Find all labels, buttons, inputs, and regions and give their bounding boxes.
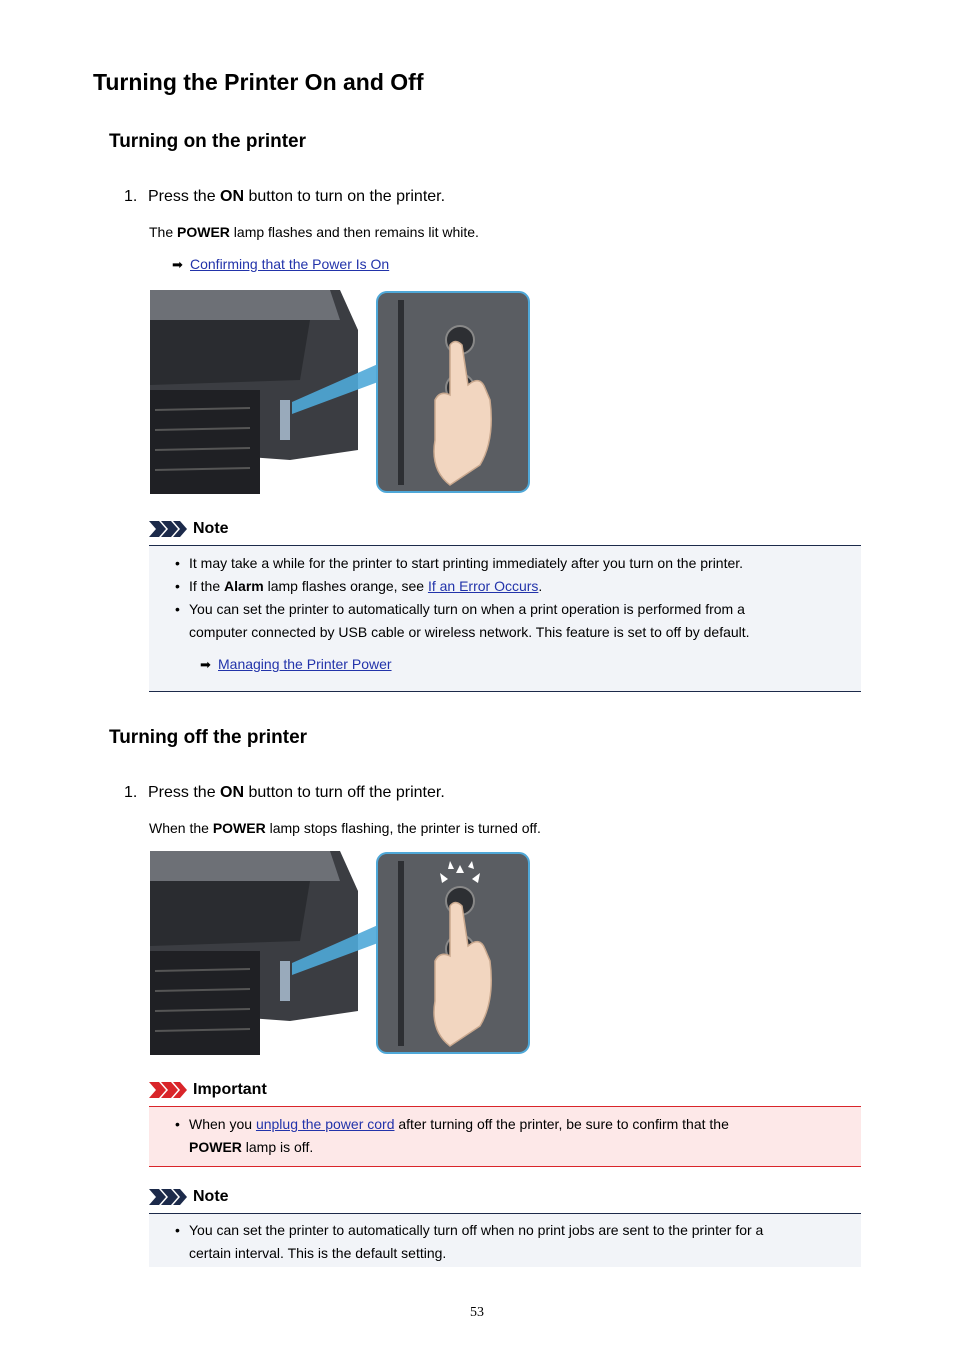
desc-bold: POWER	[177, 224, 230, 240]
step-text: button to turn on the printer.	[244, 188, 446, 205]
important-text: lamp is off.	[241, 1139, 314, 1155]
note-label: Note	[193, 1188, 229, 1205]
step-text: button to turn off the printer.	[244, 784, 445, 801]
managing-power-link[interactable]: Managing the Printer Power	[218, 656, 392, 672]
note-text: certain interval. This is the default setting.	[189, 1245, 447, 1261]
desc-bold: POWER	[212, 820, 266, 836]
important-text: after turning off the printer, be sure to confirm that the	[394, 1116, 729, 1132]
printer-power-on-illustration	[150, 290, 530, 494]
note-item	[149, 1219, 861, 1265]
note-box	[149, 545, 861, 692]
note-bold: Alarm	[224, 578, 264, 594]
important-bold: POWER	[189, 1139, 242, 1155]
right-arrow-icon: ➡	[172, 257, 183, 272]
desc-text: lamp flashes and then remains lit white.	[229, 224, 479, 240]
right-arrow-icon: ➡	[200, 657, 211, 672]
page-title: Turning the Printer On and Off	[93, 69, 424, 95]
printer-power-off-illustration	[150, 851, 530, 1055]
note-label: Note	[193, 520, 229, 537]
note-box	[149, 1213, 861, 1267]
confirm-power-link[interactable]: Confirming that the Power Is On	[190, 256, 390, 272]
note-heading	[149, 520, 229, 538]
step-bold: ON	[220, 784, 245, 801]
note-text: If the	[189, 578, 225, 594]
important-item	[149, 1113, 861, 1159]
note-text: computer connected by USB cable or wireless network. This feature is set to off by default.	[189, 624, 750, 640]
note-chevron-icon	[149, 521, 187, 537]
page-number: 53	[470, 1305, 484, 1320]
important-text: When you	[189, 1116, 256, 1132]
step-number: 1.	[124, 784, 138, 801]
step-off	[124, 784, 445, 802]
note-heading	[149, 1188, 229, 1206]
important-label: Important	[193, 1081, 267, 1098]
note-text: .	[538, 578, 543, 594]
note-chevron-icon	[149, 1189, 187, 1205]
section-heading-off: Turning off the printer	[109, 727, 308, 748]
link-row-confirm	[172, 256, 389, 273]
important-box	[149, 1106, 861, 1167]
note-item	[149, 598, 861, 644]
step-bold: ON	[220, 188, 245, 205]
section-heading-on: Turning on the printer	[109, 131, 307, 152]
step-desc-off	[149, 820, 541, 836]
desc-text: When the	[149, 820, 213, 836]
step-text: Press the	[148, 784, 221, 801]
error-occurs-link[interactable]: If an Error Occurs	[427, 578, 539, 594]
note-text: You can set the printer to automatically turn on when a print operation is performed from a	[189, 601, 745, 617]
desc-text: lamp stops flashing, the printer is turned off.	[265, 820, 541, 836]
step-text: Press the	[148, 188, 221, 205]
note-text: You can set the printer to automatically turn off when no print jobs are sent to the printer for a	[189, 1222, 764, 1238]
desc-text: The	[149, 224, 178, 240]
note-text: lamp flashes orange, see	[263, 578, 428, 594]
step-on	[124, 188, 445, 206]
note-item: • It may take a while for the printer to start printing immediately after you turn on the printer.	[149, 552, 861, 575]
step-desc-on	[149, 224, 479, 240]
step-number: 1.	[124, 188, 138, 205]
link-row-power	[200, 656, 392, 673]
note-item	[149, 575, 861, 598]
important-chevron-icon	[149, 1082, 187, 1098]
important-heading	[149, 1081, 267, 1099]
unplug-power-cord-link[interactable]: unplug the power cord	[255, 1116, 395, 1132]
